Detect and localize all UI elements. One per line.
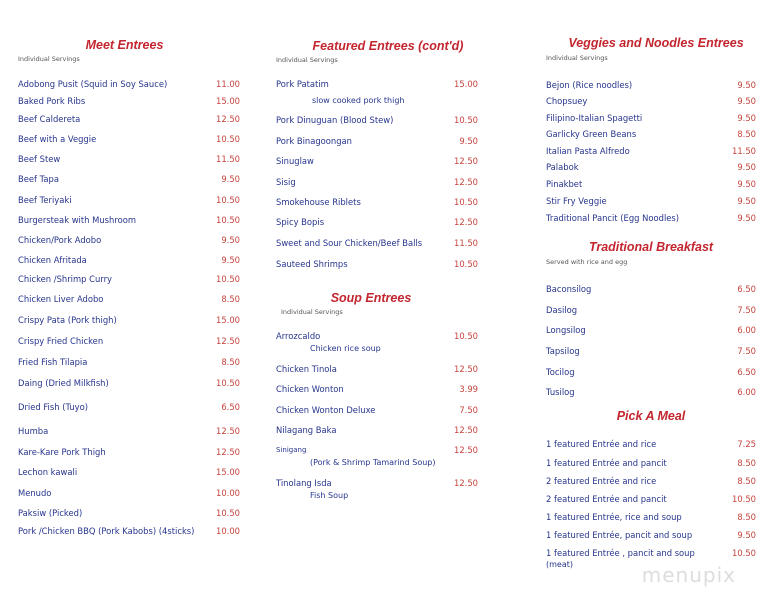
item-price: 6.00 [737,325,756,335]
menu-item [546,324,756,336]
menu-item [18,194,240,206]
menu-item [546,493,756,505]
item-name: Palabok [546,162,579,172]
item-name: Chicken Afritada [18,255,87,265]
item-name: Chicken/Pork Adobo [18,235,102,245]
menu-item [18,401,240,413]
menu-item [276,237,498,249]
item-name: Baconsilog [546,284,592,294]
item-name: Menudo [18,488,52,498]
menu-item [18,466,240,478]
item-price: 9.50 [737,213,756,223]
item-name: Crispy Fried Chicken [18,336,104,346]
menu-item [276,196,498,208]
item-name: Pork /Chicken BBQ (Pork Kabobs) (4sticks) [18,526,195,536]
veggies-noodles-subtitle: Individual Servings [546,54,608,62]
menu-item [18,153,240,165]
menu-item [18,133,240,145]
menu-item [546,195,756,207]
item-price: 12.50 [216,447,240,457]
item-price: 8.50 [221,294,240,304]
menu-item [18,173,240,185]
item-price: 8.50 [221,357,240,367]
item-name: Lechon kawali [18,467,78,477]
menu-item [546,283,756,295]
item-note: slow cooked pork thigh [312,96,405,105]
item-note: (Pork & Shrimp Tamarind Soup) [310,458,436,467]
item-price: 12.50 [216,426,240,436]
item-price: 10.50 [732,548,756,558]
item-price: 3.99 [459,384,478,394]
item-name: Tusilog [546,387,575,397]
menu-item [276,155,498,167]
item-price: 11.50 [732,146,756,156]
item-name: Pork Dinuguan (Blood Stew) [276,115,394,125]
item-price: 11.50 [216,154,240,164]
menu-item [18,356,240,368]
featured-entrees-subtitle: Individual Servings [276,56,338,64]
item-price: 9.50 [737,162,756,172]
menu-item [276,477,498,489]
item-price: 12.50 [454,445,478,455]
soup-entrees-title: Soup Entrees [330,291,412,305]
menu-item [276,78,498,90]
item-price: 9.50 [737,80,756,90]
menu-item [18,214,240,226]
item-name: Bejon (Rice noodles) [546,80,633,90]
item-price: 9.50 [221,174,240,184]
item-price: 9.50 [737,530,756,540]
item-price: 15.00 [216,467,240,477]
menu-item [18,293,240,305]
item-name: Sisig [276,177,296,187]
item-name: Stir Fry Veggie [546,196,607,206]
item-price: 10.50 [216,215,240,225]
item-name: Paksiw (Picked) [18,508,83,518]
menu-item [18,273,240,285]
menu-item [276,363,498,375]
item-price: 8.50 [737,458,756,468]
watermark: menupix [641,563,736,587]
item-price: 10.50 [732,494,756,504]
item-name: 1 featured Entrée , pancit and soup [546,548,695,558]
menu-item [18,95,240,107]
menu-item [276,114,498,126]
menu-item [18,425,240,437]
item-price: 10.50 [216,378,240,388]
column-right [546,0,756,601]
item-name: Humba [18,426,49,436]
item-name: Beef with a Veggie [18,134,97,144]
item-price: 11.00 [216,79,240,89]
item-price: 8.50 [737,476,756,486]
menu-item [276,404,498,416]
item-name: Tocilog [546,367,575,377]
item-price: 7.25 [737,439,756,449]
item-name: Daing (Dried Milkfish) [18,378,109,388]
menu-item [546,386,756,398]
menu-item [18,78,240,90]
menu-item [546,79,756,91]
item-name: Pork Patatim [276,79,329,89]
breakfast-title: Traditional Breakfast [588,240,714,254]
item-price: 10.50 [216,508,240,518]
menu-item [276,330,498,342]
soup-entrees-subtitle: Individual Servings [281,308,343,316]
item-name: Traditional Pancit (Egg Noodles) [546,213,680,223]
item-name: Pinakbet [546,179,583,189]
item-price: 7.50 [737,305,756,315]
menu-item [276,424,498,436]
menu-item [276,444,498,456]
menu-item [546,366,756,378]
item-price: 9.50 [221,255,240,265]
pick-a-meal-title: Pick A Meal [616,409,686,423]
item-name: Sauteed Shrimps [276,259,348,269]
item-name: 1 featured Entrée, pancit and soup [546,530,693,540]
menu-item [546,212,756,224]
meet-entrees-title: Meet Entrees [85,38,164,52]
item-price: 12.50 [454,364,478,374]
item-price: 6.50 [737,284,756,294]
menu-item [18,525,240,537]
menu-item [276,176,498,188]
item-name: 1 featured Entrée, rice and soup [546,512,682,522]
menu-item [546,145,756,157]
item-name: Nilagang Baka [276,425,337,435]
menu-item [18,113,240,125]
menu-item [546,345,756,357]
item-name: Baked Pork Ribs [18,96,86,106]
item-price: 10.50 [216,274,240,284]
item-note: (meat) [546,560,573,569]
item-price: 15.00 [216,96,240,106]
item-name: Dasilog [546,305,578,315]
item-name: 1 featured Entrée and pancit [546,458,667,468]
column-middle [276,0,498,601]
item-price: 11.50 [454,238,478,248]
item-price: 12.50 [216,336,240,346]
item-price: 12.50 [454,478,478,488]
item-name: Pork Binagoongan [276,136,352,146]
meet-entrees-subtitle: Individual Servings [18,55,80,63]
item-name: Filipino-Italian Spagetti [546,113,643,123]
item-name: Chicken Wonton [276,384,344,394]
item-name: Chicken Tinola [276,364,337,374]
item-name: Smokehouse Riblets [276,197,361,207]
item-name: Chicken Wonton Deluxe [276,405,376,415]
item-price: 12.50 [216,114,240,124]
menu-item [546,438,756,450]
item-name: Chicken /Shrimp Curry [18,274,112,284]
menu-item [276,135,498,147]
item-price: 15.00 [454,79,478,89]
menu-item [276,383,498,395]
item-name: 2 featured Entrée and pancit [546,494,667,504]
item-name: Sinuglaw [276,156,314,166]
item-price: 10.50 [454,331,478,341]
item-price: 8.50 [737,129,756,139]
item-price: 10.00 [216,488,240,498]
menu-item [546,161,756,173]
menu-item [18,507,240,519]
menu-item [546,128,756,140]
item-price: 9.50 [459,136,478,146]
menu-item [546,304,756,316]
item-name: Beef Tapa [18,174,59,184]
menu-item [546,457,756,469]
menu-item [18,254,240,266]
item-price: 10.50 [216,134,240,144]
item-name: Beef Caldereta [18,114,81,124]
item-price: 12.50 [454,177,478,187]
item-price: 7.50 [459,405,478,415]
item-name: Fried Fish Tilapia [18,357,88,367]
item-name: Beef Teriyaki [18,195,72,205]
menu-item [18,234,240,246]
menu-item [276,258,498,270]
item-price: 10.50 [454,197,478,207]
item-name: Arrozcaldo [276,331,321,341]
item-name: Adobong Pusit (Squid in Soy Sauce) [18,79,168,89]
item-note: Fish Soup [310,491,349,500]
menu-item [546,112,756,124]
item-name: Dried Fish (Tuyo) [18,402,88,412]
item-name: Beef Stew [18,154,61,164]
item-price: 9.50 [737,196,756,206]
item-name: 2 featured Entrée and rice [546,476,657,486]
menu-item [276,216,498,228]
item-name: Burgersteak with Mushroom [18,215,137,225]
menu-item [546,547,756,559]
item-name: Spicy Bopis [276,217,325,227]
menu-item [18,335,240,347]
veggies-noodles-title: Veggies and Noodles Entrees [568,36,744,50]
item-price: 9.50 [737,96,756,106]
item-price: 8.50 [737,512,756,522]
item-price: 12.50 [454,156,478,166]
menu-item [18,377,240,389]
item-price: 15.00 [216,315,240,325]
item-price: 6.50 [221,402,240,412]
item-name: Kare-Kare Pork Thigh [18,447,106,457]
item-price: 6.50 [737,367,756,377]
menu-item [546,475,756,487]
item-name: Crispy Pata (Pork thigh) [18,315,117,325]
item-price: 9.50 [221,235,240,245]
item-name: Longsilog [546,325,586,335]
menu-item [546,511,756,523]
item-name: Sinigang [276,446,307,454]
menu-item [546,529,756,541]
item-price: 10.50 [454,259,478,269]
breakfast-subtitle: Served with rice and egg [546,258,628,266]
item-name: 1 featured Entrée and rice [546,439,657,449]
item-name: Tinolang Isda [276,478,332,488]
item-price: 9.50 [737,113,756,123]
column-left [18,0,240,601]
item-name: Sweet and Sour Chicken/Beef Balls [276,238,423,248]
item-note: Chicken rice soup [310,344,381,353]
item-name: Italian Pasta Alfredo [546,146,630,156]
menu-item [546,95,756,107]
item-price: 6.00 [737,387,756,397]
item-name: Chopsuey [546,96,588,106]
featured-entrees-title: Featured Entrees (cont'd) [312,39,464,53]
item-name: Garlicky Green Beans [546,129,637,139]
item-price: 10.00 [216,526,240,536]
item-name: Chicken Liver Adobo [18,294,104,304]
item-price: 10.50 [216,195,240,205]
item-price: 12.50 [454,217,478,227]
item-price: 12.50 [454,425,478,435]
item-price: 9.50 [737,179,756,189]
menu-item [546,178,756,190]
menu-item [18,446,240,458]
item-name: Tapsilog [546,346,580,356]
menu-item [18,487,240,499]
item-price: 7.50 [737,346,756,356]
item-price: 10.50 [454,115,478,125]
menu-item [18,314,240,326]
